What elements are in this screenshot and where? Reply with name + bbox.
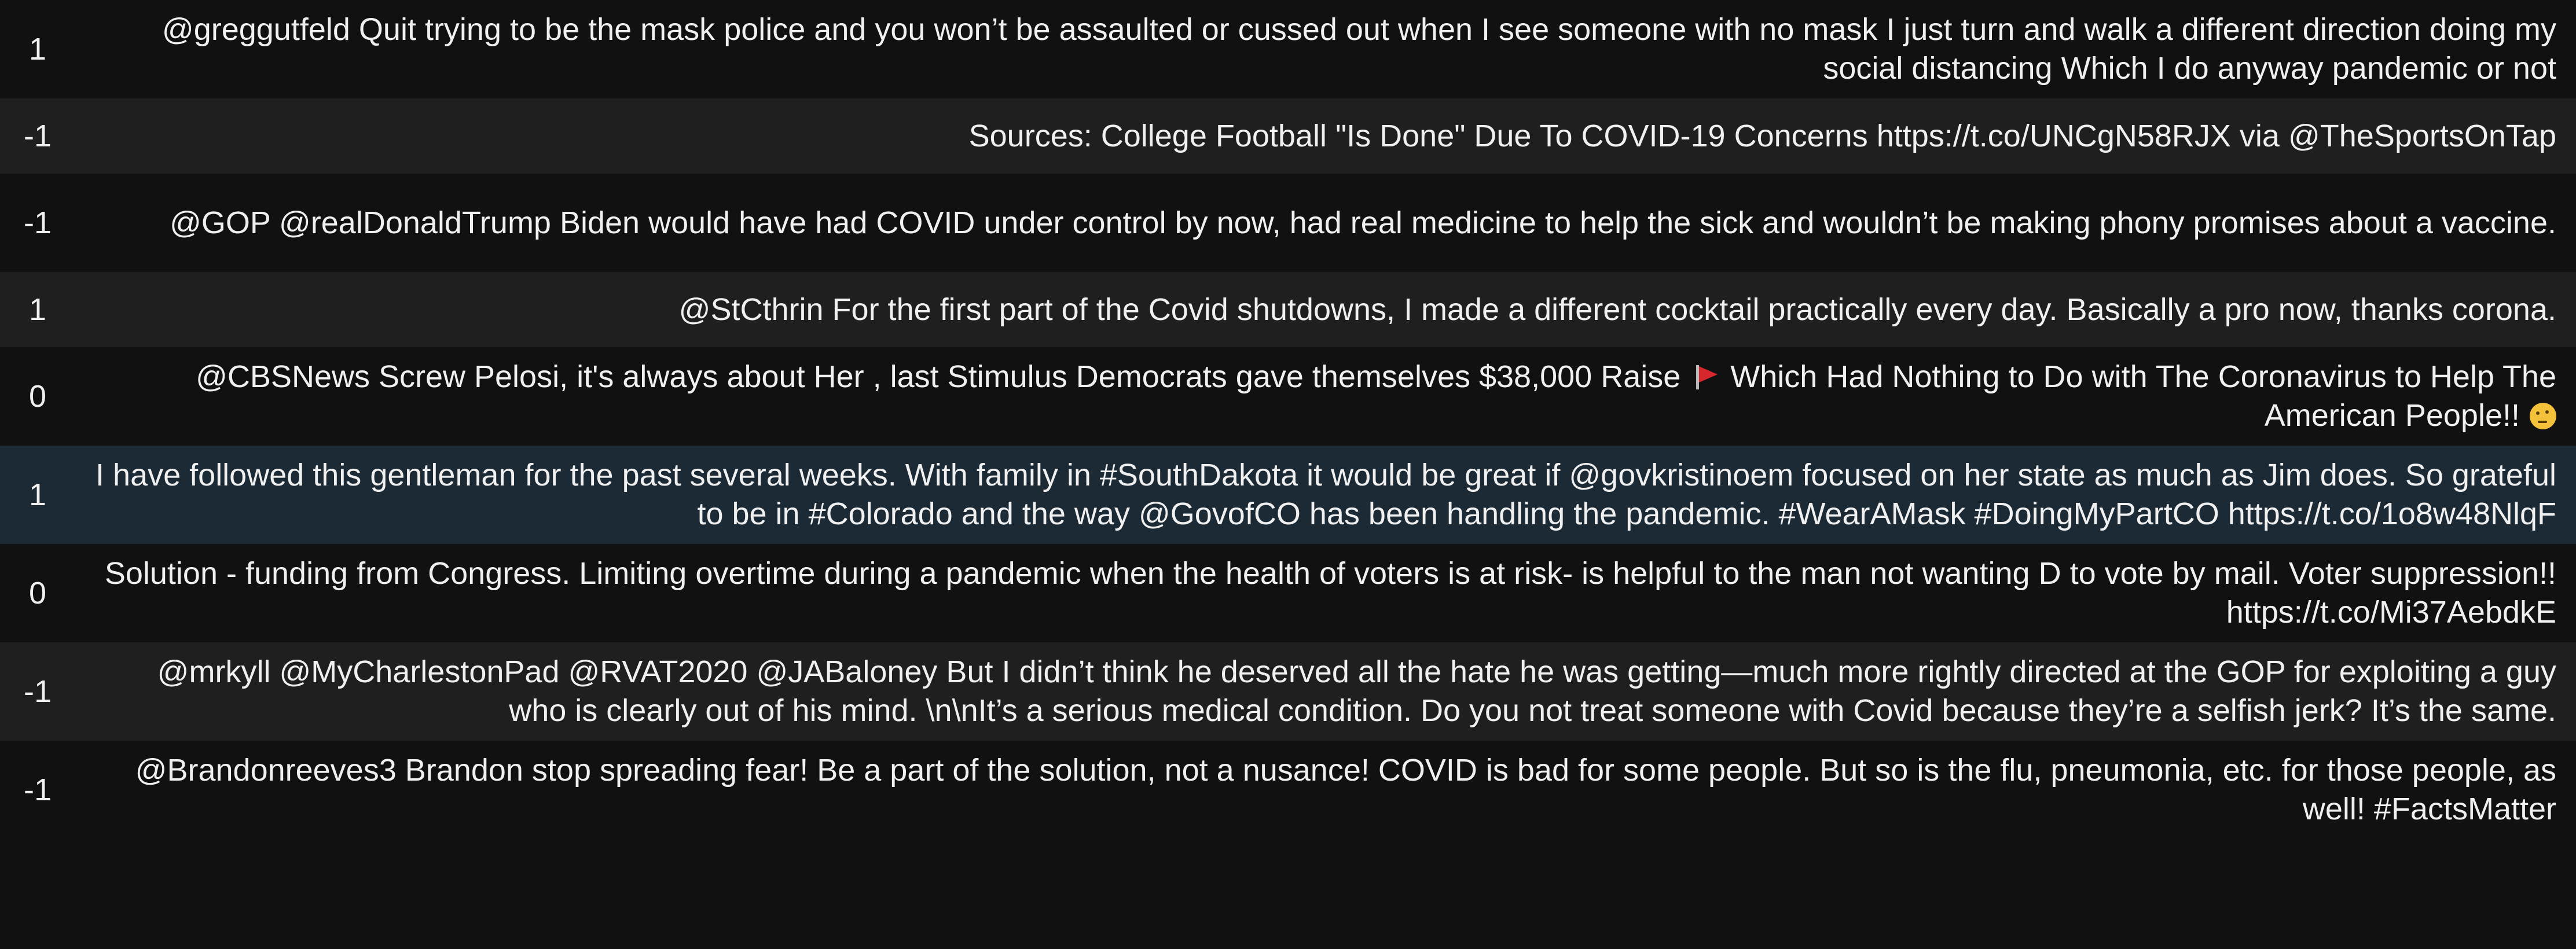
row-label: -1: [23, 674, 52, 709]
row-label: -1: [23, 205, 52, 240]
row-text: @Brandonreeves3 Brandon stop spreading fear! Be a part of the solution, not a nusance! COVID is bad for some people. But so is the flu, pneumonia, etc. for those people, as well! #FactsMatter: [135, 753, 2556, 826]
row-text: I have followed this gentleman for the past several weeks. With family in #SouthDakota it would be great if @govkristinoem focused on her state as much as Jim does. So grateful to be in #Colorado and the way @GovofCO has been handling the pandemic. #WearAMask #DoingMyPartCO https://t.co/1o8w48NlqF: [96, 458, 2556, 531]
table-row[interactable]: [0, 741, 2576, 839]
table-row[interactable]: [0, 347, 2576, 446]
table-row[interactable]: [0, 98, 2576, 174]
row-text: @mrkyll @MyCharlestonPad @RVAT2020 @JABaloney But I didn’t think he deserved all the hate he was getting—much more rightly directed at the GOP for exploiting a guy who is clearly out of his mind. \n\nIt’s a serious medical condition. Do you not treat someone with Covid because they’re a selfish jerk? It’s the same.: [157, 654, 2556, 728]
row-label: 1: [28, 32, 47, 67]
row-text: Solution - funding from Congress. Limiting overtime during a pandemic when the health of voters is at risk- is helpful to the man not wanting D to vote by mail. Voter suppression!! https://t.co/Mi37AebdkE: [104, 556, 2556, 630]
table-row-selected[interactable]: [0, 446, 2576, 544]
row-text-part: Which Had Nothing to Do with The Coronavirus to Help The American People!!: [1730, 359, 2556, 433]
table-row[interactable]: [0, 0, 2576, 98]
row-text: [75, 358, 2576, 435]
row-text: @StCthrin For the first part of the Covid shutdowns, I made a different cocktail practically every day. Basically a pro now, thanks corona.: [678, 292, 2556, 327]
row-text-part: @CBSNews Screw Pelosi, it's always about Her , last Stimulus Democrats gave themselves $38,000 Raise: [196, 359, 1681, 394]
table-row[interactable]: [0, 642, 2576, 741]
row-text: @greggutfeld Quit trying to be the mask police and you won’t be assaulted or cussed out when I see someone with no mask I just turn and walk a different direction doing my social distancing Which I do anyway pandemic or not: [162, 12, 2556, 86]
row-label: -1: [23, 773, 52, 807]
row-label: 1: [28, 292, 47, 327]
table-row[interactable]: [0, 174, 2576, 272]
row-text: Sources: College Football "Is Done" Due To COVID-19 Concerns https://t.co/UNCgN58RJX via @TheSportsOnTap: [968, 118, 2556, 153]
thinking-face-icon: [2530, 403, 2556, 429]
red-flag-icon: [1693, 364, 1718, 389]
row-label: 0: [28, 379, 47, 414]
row-label: -1: [23, 119, 52, 153]
row-text: @GOP @realDonaldTrump Biden would have had COVID under control by now, had real medicine to help the sick and wouldn’t be making phony promises about a vaccine.: [170, 205, 2556, 240]
row-label: 1: [28, 477, 47, 512]
table-row[interactable]: [0, 272, 2576, 347]
table-row[interactable]: [0, 544, 2576, 642]
row-label: 0: [28, 576, 47, 610]
